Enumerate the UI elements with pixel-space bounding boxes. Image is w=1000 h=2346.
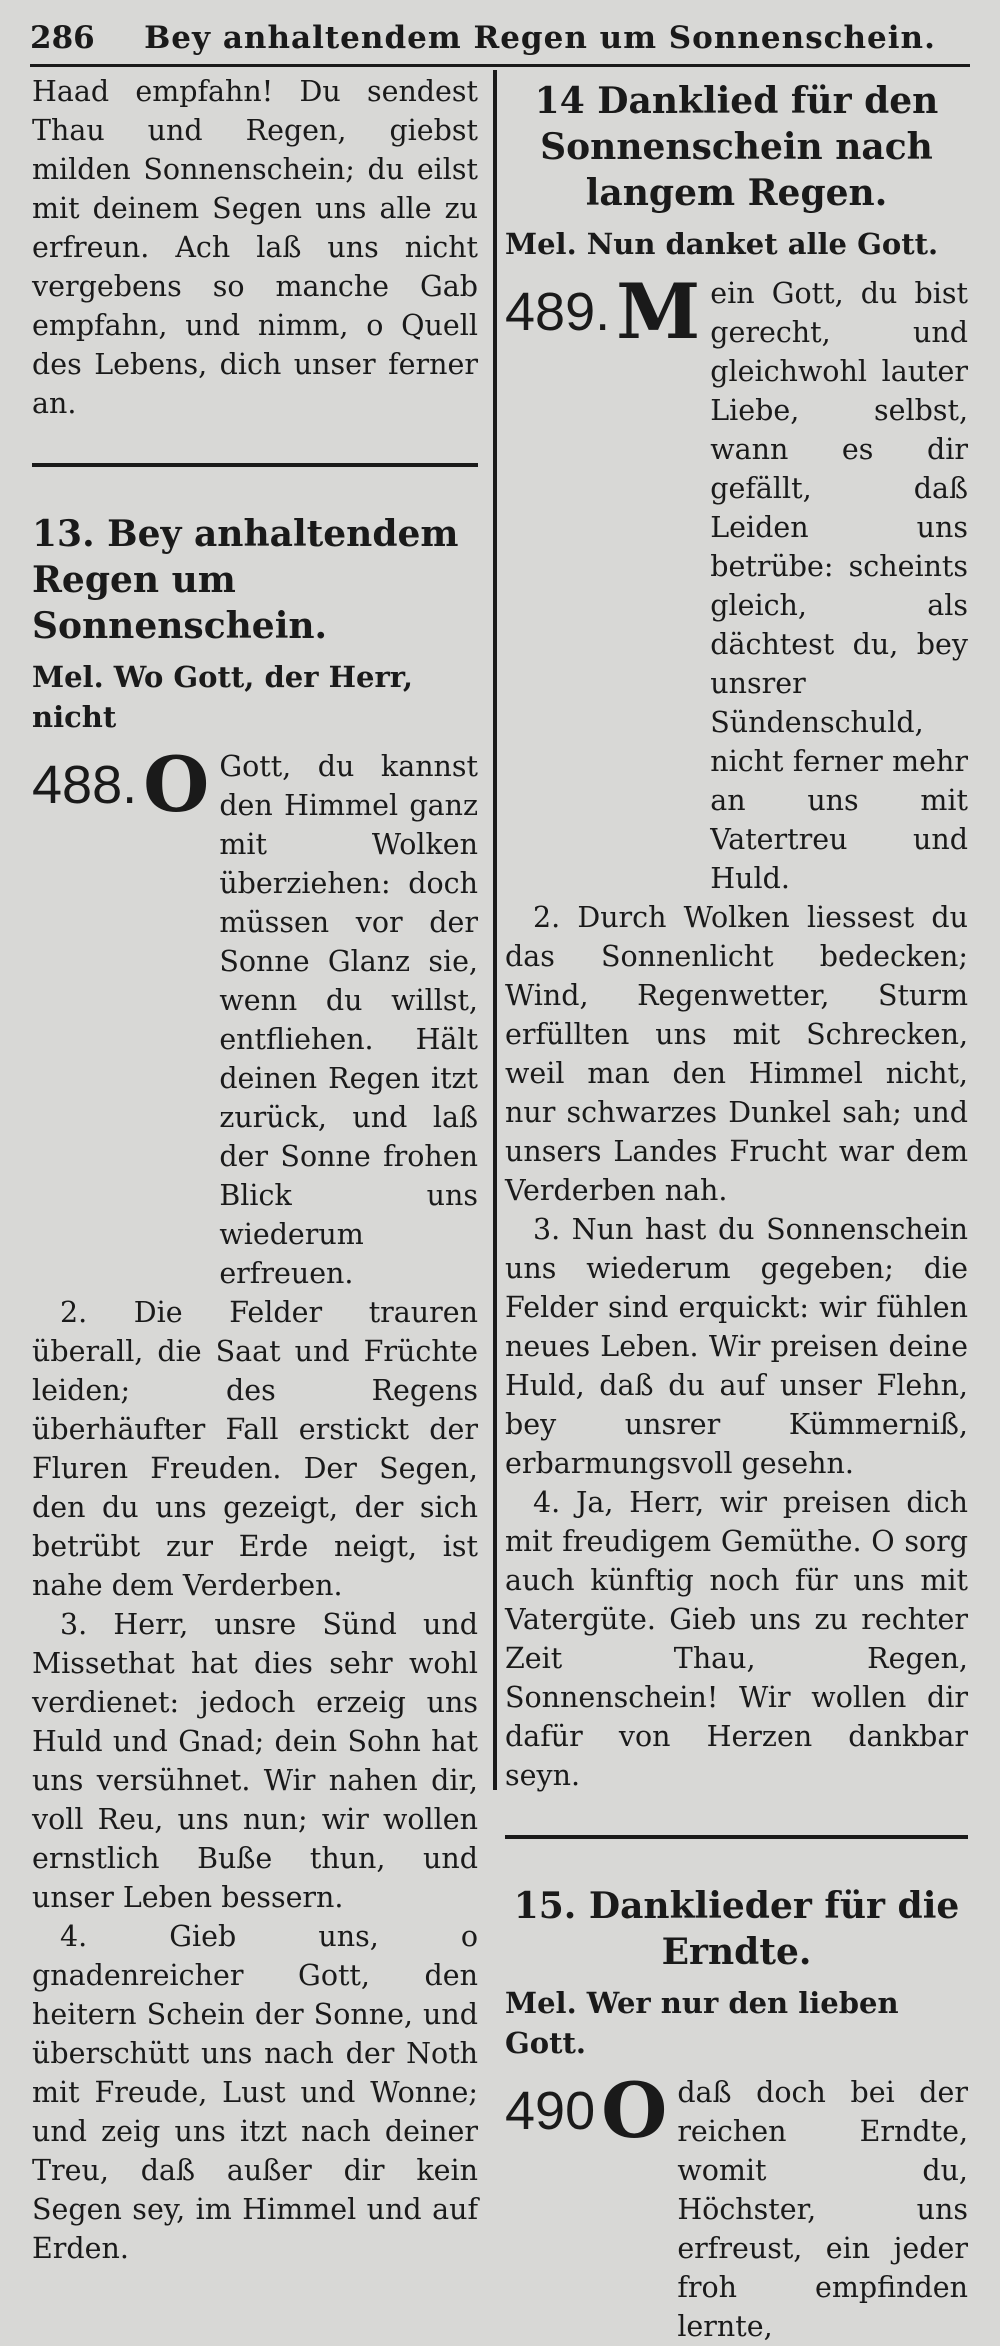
left-column xyxy=(32,72,478,2268)
hymn-number: 488. xyxy=(32,755,138,815)
melody-line: Mel. Wer nur den lieben Gott. xyxy=(505,1986,899,2060)
melody-line: Mel. Nun danket alle Gott. xyxy=(505,227,939,261)
stanza-2: 2. Durch Wolken liessest du das Sonnenlicht bedecken; Wind, Regenwetter, Sturm erfüllten uns mit Schrecken, weil man den Himmel nicht, nur schwarzes Dunkel sah; und unsers Landes Frucht war dem Verderben nah. xyxy=(505,901,968,1207)
stanza-4: 4. Ja, Herr, wir preisen dich mit freudigem Gemüthe. O sorg auch künftig noch für uns mit Vatergüte. Gieb uns zu rechter Zeit Thau, Regen, Sonnenschein! Wir wollen dir dafür von Herzen dankbar seyn. xyxy=(505,1486,968,1792)
right-column xyxy=(505,72,968,2346)
stanza-3: 3. Nun hast du Sonnenschein uns wiederum gegeben; die Felder sind erquickt: wir fühlen neues Leben. Wir preisen deine Huld, daß du auf unser Flehn, bey unsrer Kümmerniß, erbarmungsvoll gesehn. xyxy=(505,1213,968,1480)
hymn-number: 490 xyxy=(505,2081,596,2141)
melody-line: Mel. Wo Gott, der Herr, nicht xyxy=(32,660,413,734)
drop-initial: O xyxy=(143,740,210,829)
hymn-first-stanza: ein Gott, du bist gerecht, und gleichwohl lauter Liebe, selbst, wann es dir gefällt, daß Leiden uns betrübe: scheints gleich, als dächtest du, bey unsrer Sündenschuld, nicht ferner mehr an uns mit Vatertreu und Huld. xyxy=(710,277,968,895)
hymn-first-stanza: Gott, du kannst den Himmel ganz mit Wolken überziehen: doch müssen vor der Sonne Glanz sie, wenn du willst, entfliehen. Hält deinen Regen itzt zurück, und laß der Sonne frohen Blick uns wiederum erfreuen. xyxy=(219,750,478,1290)
page-header xyxy=(30,12,970,64)
hymn-490-start xyxy=(505,2066,968,2346)
column-divider xyxy=(493,70,497,1790)
running-title: Bey anhaltendem Regen um Sonnenschein. xyxy=(144,20,936,56)
section-divider xyxy=(505,1835,968,1839)
drop-initial: O xyxy=(601,2066,668,2155)
stanza-4: 4. Gieb uns, o gnadenreicher Gott, den heitern Schein der Sonne, und überschütt uns nach der Noth mit Freude, Lust und Wonne; und zeig uns itzt nach deiner Treu, daß außer dir kein Segen sey, im Himmel und auf Erden. xyxy=(32,1920,478,2265)
section-14-title: 14 Danklied für den Sonnenschein nach langem Regen. xyxy=(534,80,939,214)
page-number: 286 xyxy=(30,20,95,56)
stanza-3: 3. Herr, unsre Sünd und Missethat hat dies sehr wohl verdienet: jedoch erzeig uns Huld und Gnad; dein Sohn hat uns versühnet. Wir nahen dir, voll Reu, uns nun; wir wollen ernstlich Buße thun, und unser Leben bessern. xyxy=(32,1608,478,1914)
continued-stanza: Haad empfahn! Du sendest Thau und Regen, giebst milden Sonnenschein; du eilst mit deinem Segen uns alle zu erfreun. Ach laß uns nicht vergebens so manche Gab empfahn, und nimm, o Quell des Lebens, dich unser ferner an. xyxy=(32,75,478,420)
section-15-title: 15. Danklieder für die Erndte. xyxy=(513,1885,960,1973)
section-divider xyxy=(32,463,478,467)
drop-initial: M xyxy=(616,267,701,356)
hymn-number: 489. xyxy=(505,282,611,342)
hymn-first-stanza: daß doch bei der reichen Erndte, womit du, Höchster, uns erfreust, ein jeder froh empfinden lernte, xyxy=(677,2076,968,2343)
header-rule xyxy=(30,64,970,67)
stanza-2: 2. Die Felder trauren überall, die Saat und Früchte leiden; des Regens überhäufter Fall erstickt der Fluren Freuden. Der Segen, den du uns gezeigt, der sich betrübt zur Erde neigt, ist nahe dem Verderben. xyxy=(32,1296,478,1602)
hymn-488-start xyxy=(32,740,478,1293)
section-13-title: 13. Bey anhaltendem Regen um Sonnenschein. xyxy=(32,513,459,647)
hymn-489-start xyxy=(505,267,968,898)
